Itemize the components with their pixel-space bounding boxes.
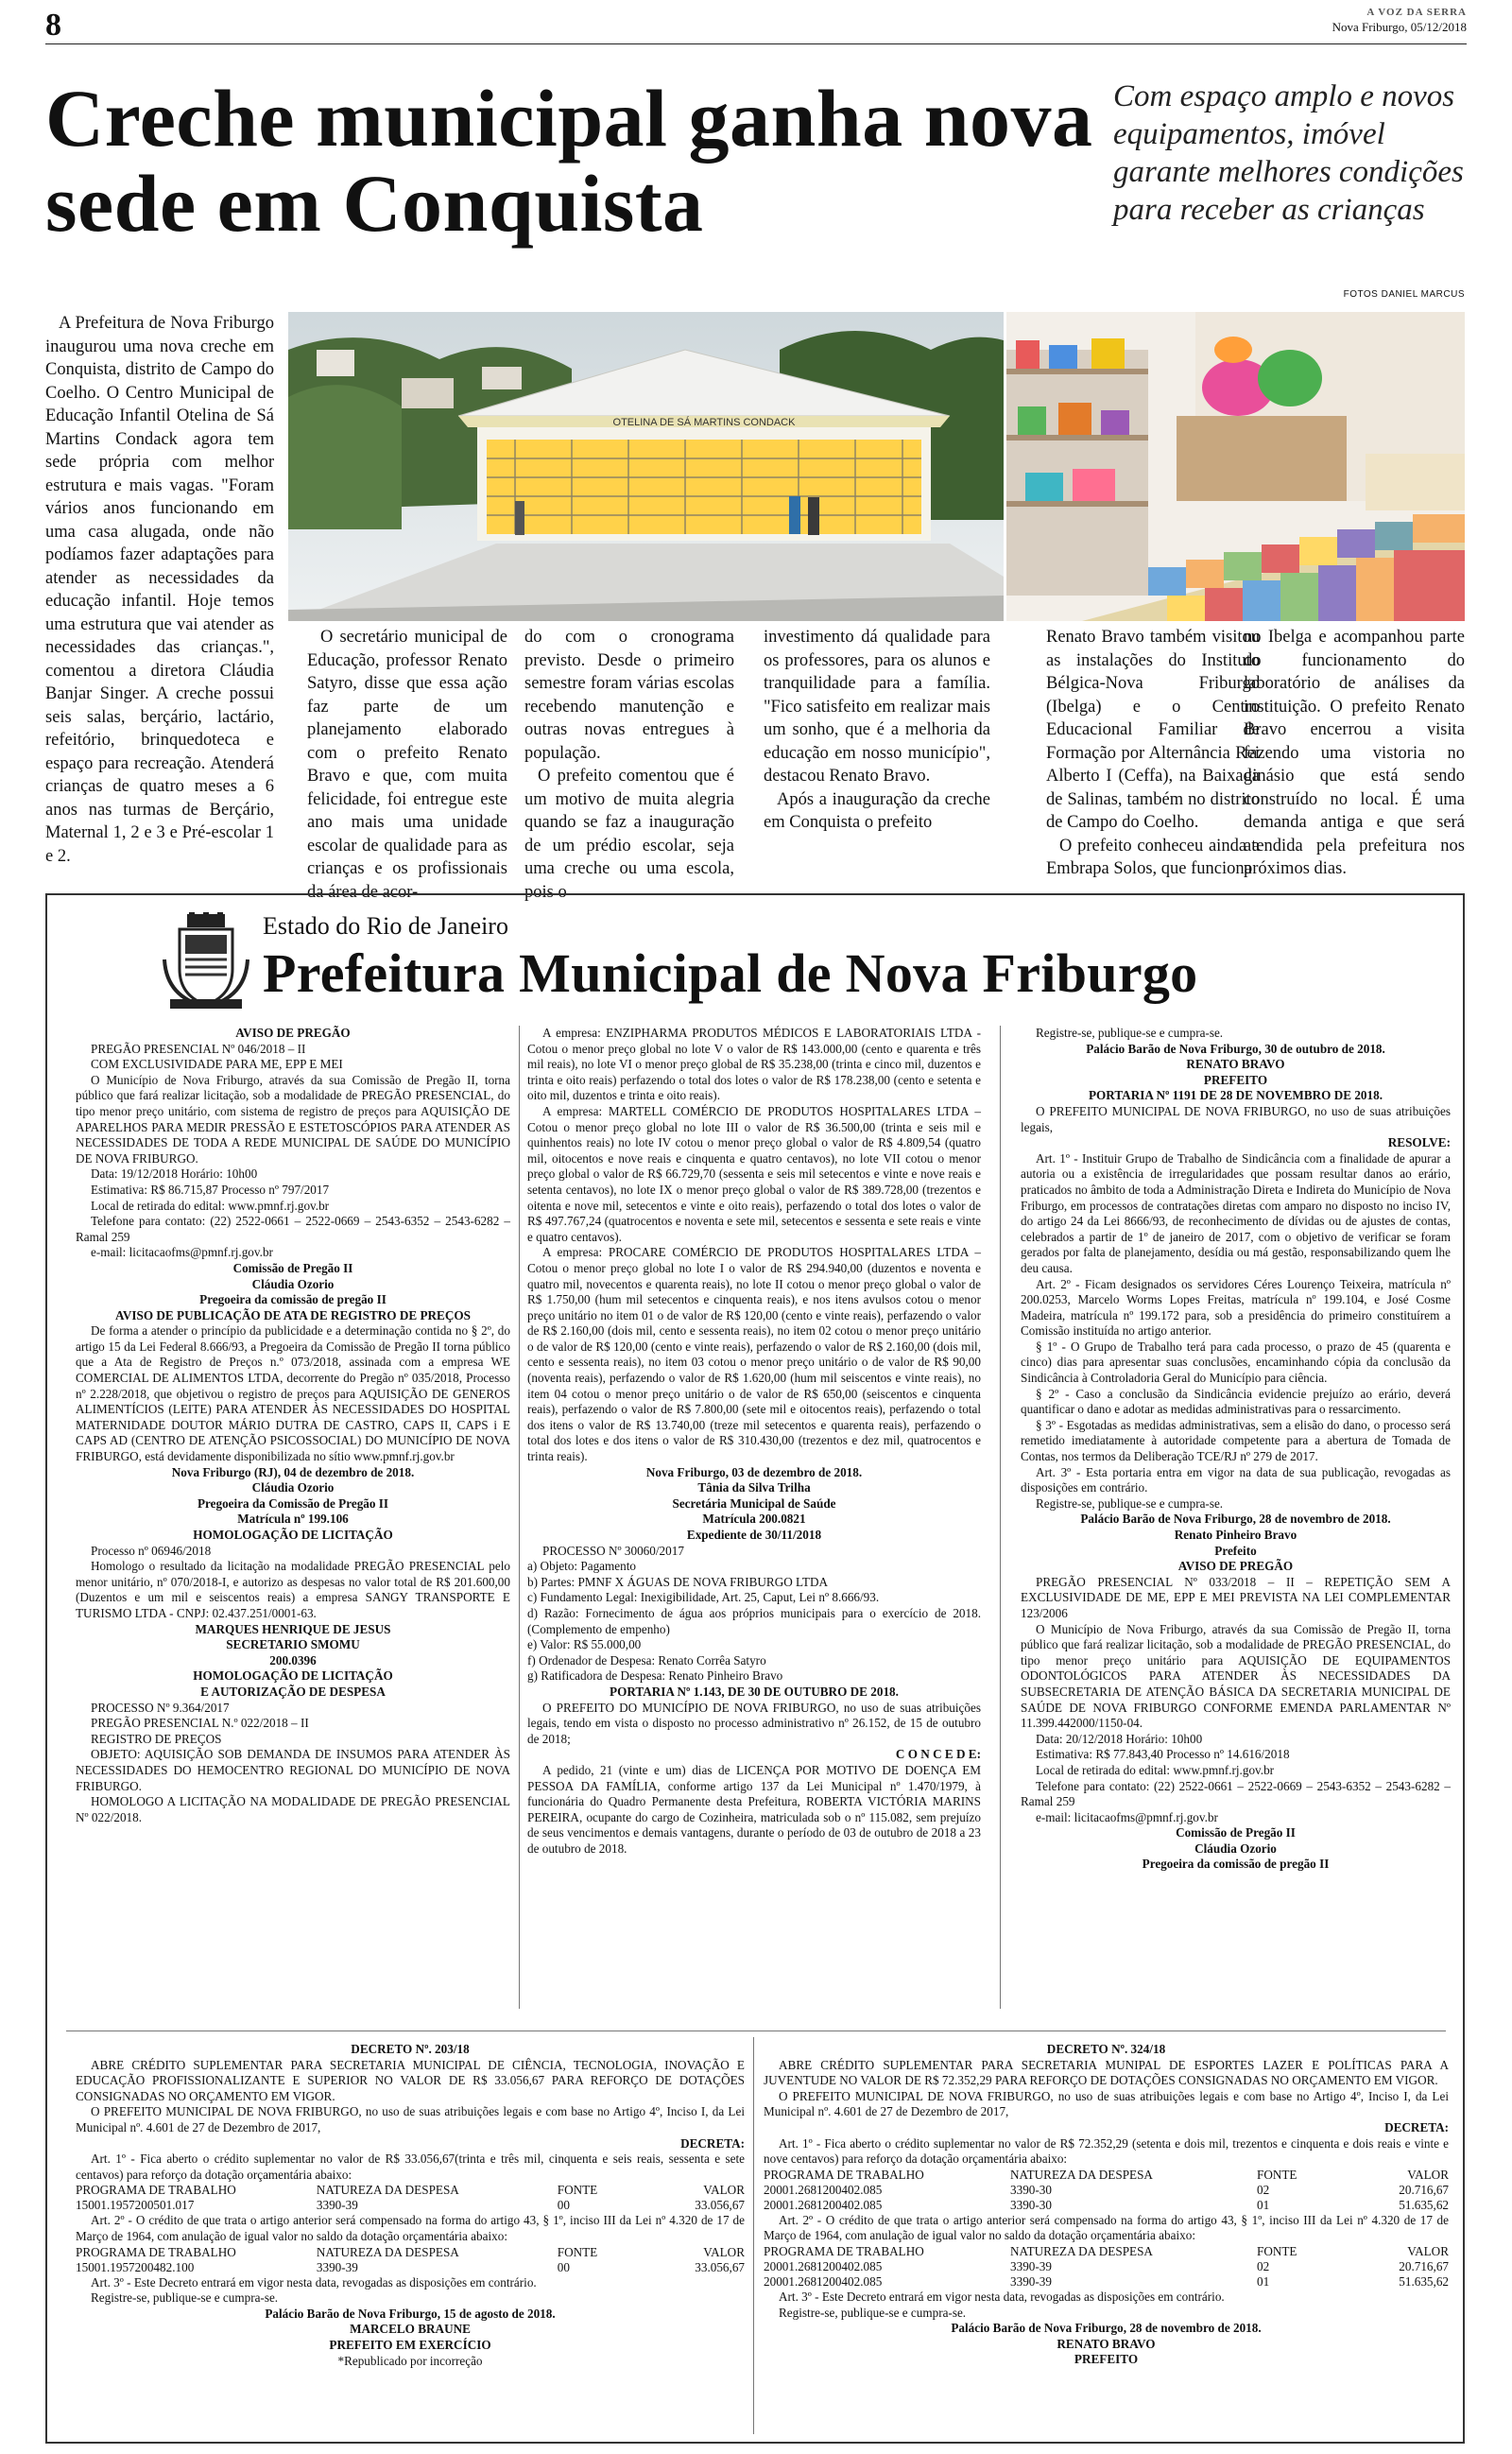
decreto-registre: Registre-se, publique-se e cumpra-se. <box>779 2305 967 2320</box>
notice-paragraph: C O N C E D E: <box>895 1747 981 1762</box>
notice-paragraph: O Município de Nova Friburgo, através da sua Comissão de Pregão II, torna público que fará realizar licitação, sob a modalidade de PREGÃO PRESENCIAL, do tipo menor preço unitário, com sistema de registro de preços para AQUISIÇÃO DE APARELHOS PARA MEDIR PRESSÃO E ESTETOSCÓPIOS PARA ATENDER AS NECESSIDADES DE TODA A REDE MUNICIPAL DE SAÚDE DO MUNICÍPIO DE NOVA FRIBURGO. <box>76 1072 510 1166</box>
notice-paragraph: Tânia da Silva Trilha <box>697 1480 811 1495</box>
photo-sign-text: OTELINA DE SÁ MARTINS CONDACK <box>612 417 796 428</box>
dateline: Nova Friburgo, 05/12/2018 <box>1332 20 1467 34</box>
decreto-signer: RENATO BRAVO <box>1057 2336 1156 2351</box>
photo-creche-building <box>288 312 1004 621</box>
notice-paragraph: O PREFEITO MUNICIPAL DE NOVA FRIBURGO, no uso de suas atribuições legais, <box>1021 1103 1451 1134</box>
notice-paragraph: Local de retirada do edital: www.pmnf.rj.gov.br <box>91 1198 330 1213</box>
notice-paragraph: PROCESSO Nº 30060/2017 <box>542 1543 684 1558</box>
budget-table <box>76 2183 745 2213</box>
article-column-3 <box>524 626 734 904</box>
notice-paragraph: g) Ratificadora de Despesa: Renato Pinheiro Bravo <box>527 1668 783 1684</box>
table-cell: 33.056,67 <box>695 2259 745 2274</box>
notice-paragraph: Art. 1º - Instituir Grupo de Trabalho de Sindicância com a finalidade de apurar a autoria ou a existência de irregularidades que possam resultar danos ao erário, praticados no âmbito de toda a Administração Direta e Indireta do Município de Nova Friburgo, em processos de contratações diretas com amparo no disposto no inciso IV, do artigo 24 da Lei 8666/93, de reconhecimento de dívidas ou de ajustes de contas, celebrados a partir de 1º de janeiro de 2017, com o objetivo de verificar se foram gerados por falta de planejamento, desídia ou má gestão, responsabilizando quem lhe deu causa. <box>1021 1150 1451 1275</box>
table-row <box>764 2274 1449 2290</box>
notice-paragraph: AVISO DE PREGÃO <box>1177 1559 1294 1574</box>
notice-paragraph: O Município de Nova Friburgo, através da sua Comissão de Pregão II, torna público que fará realizar licitação, sob a modalidade de PREGÃO PRESENCIAL, do tipo menor preço unitário para AQUISIÇÃO DE EQUIPAMENTOS ODONTOLÓGICOS PARA ATENDER ÀS NECESSIDADES DA SUBSECRETARIA DE ATENÇÃO BÁSICA DA SECRETARIA MUNICIPAL DE SAÚDE DE NOVA FRIBURGO CONFORME EMENDA PARLAMENTAR Nº 11.399.442000/1150-04. <box>1021 1621 1451 1731</box>
notice-paragraph: A pedido, 21 (vinte e um) dias de LICENÇA POR MOTIVO DE DOENÇA EM PESSOA DA FAMÍLIA, conforme artigo 137 da Lei Municipal nº 1.470/1979, à funcionária do Quadro Permanente desta Prefeitura, ROBERTA VICTÓRIA MARINS PEREIRA, ocupante do cargo de Cozinheira, matriculada sob o nº 115.082, sem prejuízo de seus vencimentos e demais vantagens, durante o período de 03 de outubro de 2018 a 23 de outubro de 2018. <box>527 1762 981 1856</box>
notice-paragraph: Palácio Barão de Nova Friburgo, 30 de outubro de 2018. <box>1086 1041 1385 1056</box>
article-column-2 <box>307 626 507 904</box>
decreto-art3: Art. 3º - Este Decreto entrará em vigor nesta data, revogadas as disposições em contrário. <box>779 2289 1225 2304</box>
decreto-decreta: DECRETA: <box>680 2135 745 2151</box>
table-cell: 20.716,67 <box>1399 2258 1449 2273</box>
notice-paragraph: Nova Friburgo (RJ), 04 de dezembro de 2018. <box>171 1464 415 1479</box>
table-header-cell: VALOR <box>1407 2243 1449 2258</box>
notice-paragraph: OBJETO: AQUISIÇÃO SOB DEMANDA DE INSUMOS PARA ATENDER ÀS NECESSIDADES DO HEMOCENTRO REGIONAL DO MUNICÍPIO DE NOVA FRIBURGO. <box>76 1747 510 1793</box>
article-column-6 <box>1244 626 1465 881</box>
decreto-art2: Art. 2º - O crédito de que trata o artigo anterior será compensado na forma do artigo 43, § 1º, inciso III da Lei nº 4.320 de 17 de Março de 1964, com anulação de igual valor no saldo da dotação orçamentária abaixo: <box>764 2212 1449 2243</box>
city-crest-icon <box>163 912 249 1011</box>
decreto-art1: Art. 1º - Fica aberto o crédito suplementar no valor de R$ 33.056,67(trinta e três mil, cinquenta e seis reais, sessenta e sete centavos) para reforço da dotação orçamentária abaixo: <box>76 2152 745 2182</box>
table-row <box>76 2198 745 2213</box>
decreto-ementa: ABRE CRÉDITO SUPLEMENTAR PARA SECRETARIA MUNIPAL DE ESPORTES LAZER E POLÍTICAS PARA A JUVENTUDE NO VALOR DE R$ 72.352,29 PARA REFORÇO DE DOTAÇÕES CONSIGNADAS NO ORÇAMENTO EM VIGOR. <box>764 2057 1449 2088</box>
notice-paragraph: e) Valor: R$ 55.000,00 <box>527 1637 642 1652</box>
notice-paragraph: Matrícula nº 199.106 <box>237 1512 349 1527</box>
photo-playroom <box>1006 312 1465 621</box>
decreto-title: DECRETO Nº. 203/18 <box>351 2042 470 2056</box>
notice-paragraph: A empresa: PROCARE COMÉRCIO DE PRODUTOS HOSPITALARES LTDA – Cotou o menor preço global no lote I o valor de R$ 294.940,00 (duzentos e noventa e quatro mil, novecentos e quarenta reais), no lote II cotou o menor preço global o valor de R$ 1.750,00 (hum mil setecentos e cinquenta reais), e nos itens avulsos cotou o menor preço unitário no item 01 o de valor de R$ 120,00 (cento e vinte reais), perfazendo o valor de R$ 2.160,00 (dois mil, cento e sessenta reais), no item 02 cotou o menor preço unitário o de valor de R$ 120,00 (cento e vinte reais), perfazendo o valor de R$ 2.160,00 (dois mil, cento e sessenta reais), no item 03 cotou o menor preço unitário o de valor de R$ 90,00 (noventa reais), perfazendo o valor de R$ 1.620,00 (hum mil seiscentos e vinte reais), no item 04 cotou o menor preço unitário o de valor de R$ 650,00 (seiscentos e cinquenta reais), perfazendo o valor de R$ 7.800,00 (sete mil e oitocentos reais), perfazendo o total dos itens o valor de R$ 13.740,00 (treze mil setecentos e quarenta reais), perfazendo o total dos lotes e dos itens o valor de R$ 310.430,00 (trezentos e dez mil, quatrocentos e trinta reais). <box>527 1245 981 1464</box>
table-cell: 01 <box>1257 2197 1270 2212</box>
notice-paragraph: a) Objeto: Pagamento <box>527 1559 636 1574</box>
table-header-cell: VALOR <box>1407 2167 1449 2182</box>
table-row <box>764 2198 1449 2213</box>
decreto-art2: Art. 2º - O crédito de que trata o artigo anterior será compensado na forma do artigo 43, § 1º, inciso III da Lei nº 4.320 de 17 de Março de 1964, com anulação de igual valor no saldo da dotação orçamentária abaixo: <box>76 2213 745 2243</box>
notice-paragraph: Cláudia Ozorio <box>1194 1840 1277 1856</box>
table-cell: 01 <box>1257 2273 1270 2289</box>
article-paragraph: O prefeito conheceu ainda a Embrapa Solos, que funciona <box>1046 836 1260 878</box>
notice-paragraph: MARQUES HENRIQUE DE JESUS <box>195 1621 391 1636</box>
table-header-cell: PROGRAMA DE TRABALHO <box>764 2167 924 2182</box>
decreto-ementa: ABRE CRÉDITO SUPLEMENTAR PARA SECRETARIA MUNICIPAL DE CIÊNCIA, TECNOLOGIA, INOVAÇÃO E EDUCAÇÃO PROFISSIONALIZANTE E SUPERIOR NO VALOR DE R$ 33.056,67 PARA REFORÇO DE DOTAÇÕES CONSIGNADAS NO ORÇAMENTO EM VIGOR. <box>76 2057 745 2103</box>
subheadline: Com espaço amplo e novos equipamentos, imóvel garante melhores condições para receber as crianças <box>1113 79 1464 227</box>
column-divider <box>519 1026 520 2009</box>
budget-table <box>76 2245 745 2275</box>
notice-paragraph: Registre-se, publique-se e cumpra-se. <box>1036 1495 1224 1511</box>
notice-paragraph: Comissão de Pregão II <box>1176 1825 1296 1840</box>
article-paragraph: do com o cronograma previsto. Desde o primeiro semestre foram várias escolas recebendo manutenção e outras novas entregues à população. <box>524 628 734 763</box>
notice-title: Prefeitura Municipal de Nova Friburgo <box>263 942 1198 1004</box>
table-cell: 20.716,67 <box>1399 2182 1449 2197</box>
table-header-cell: PROGRAMA DE TRABALHO <box>76 2183 236 2198</box>
notice-paragraph: Telefone para contato: (22) 2522-0661 – 2522-0669 – 2543-6352 – 2543-6282 – Ramal 259 <box>76 1214 510 1244</box>
table-header-cell: NATUREZA DA DESPESA <box>316 2244 459 2259</box>
notice-paragraph: Prefeito <box>1214 1543 1257 1558</box>
header-rule <box>45 43 1467 44</box>
table-cell: 15001.1957200501.017 <box>76 2198 195 2213</box>
notice-paragraph: De forma a atender o princípio da publicidade e a determinação contida no § 2º, do artigo 15 da Lei Federal 8.666/93, a Pregoeira da Comissão de Pregão II torna público que a Ata de Registro de Preços n.º 073/2018, assinada com a empresa WE COMERCIAL DE ALIMENTOS LTDA, decorrente do Pregão nº 035/2018, Processo nº 2.228/2018, que objetivou o registro de preços para AQUISIÇÃO DE GENEROS ALIMENTÍCIOS (LEITE) PARA ATENDER ÀS NECESSIDADES DO HOSPITAL MATERNIDADE DOUTOR MÁRIO DUTRA DE CASTRO, CAPS II, CAPS i E CAPS AD (CENTRO DE ATENÇÃO PSICOSSOCIAL) DO MUNICÍPIO DE NOVA FRIBURGO, está devidamente disponibilizada no sítio www.pmnf.rj.gov.br <box>76 1323 510 1464</box>
notice-paragraph: PROCESSO Nº 9.364/2017 <box>91 1700 230 1715</box>
article-paragraph: Após a inauguração da creche em Conquista o prefeito <box>764 789 990 832</box>
decreto-signer: MARCELO BRAUNE <box>350 2322 471 2337</box>
notice-paragraph: A empresa: ENZIPHARMA PRODUTOS MÉDICOS E LABORATORIAIS LTDA - Cotou o menor preço global no lote V o valor de R$ 143.000,00 (cento e quarenta e três mil reais), no lote VI o menor preço global de R$ 35.238,00 (trinta e cinco mil, duzentos e trinta e oito reais) perfazendo o total dos lotes o valor de R$ 178.238,00 (cento e setenta e oito mil, duzentos e trinta e oito reais). <box>527 1026 981 1103</box>
notice-paragraph: c) Fundamento Legal: Inexigibilidade, Art. 25, Caput, Lei nº 8.666/93. <box>527 1590 880 1605</box>
notice-paragraph: PREFEITO <box>1203 1072 1268 1087</box>
notice-paragraph: Matrícula 200.0821 <box>702 1512 806 1527</box>
notice-column-middle <box>527 1026 981 1857</box>
notice-paragraph: HOMOLOGO A LICITAÇÃO NA MODALIDADE DE PREGÃO PRESENCIAL Nº 022/2018. <box>76 1794 510 1824</box>
notice-paragraph: Comissão de Pregão II <box>232 1260 353 1275</box>
photo-credit: FOTOS DANIEL MARCUS <box>1343 289 1465 300</box>
table-header-cell: NATUREZA DA DESPESA <box>1010 2167 1153 2182</box>
table-cell: 3390-30 <box>1010 2182 1052 2197</box>
table-row <box>76 2260 745 2275</box>
table-cell: 00 <box>557 2259 570 2274</box>
decreto-preamble: O PREFEITO MUNICIPAL DE NOVA FRIBURGO, no uso de suas atribuições legais e com base no Artigo 4º, Inciso I, da Lei Municipal nº. 4.601 de 27 de Dezembro de 2017, <box>76 2104 745 2134</box>
notice-paragraph: Renato Pinheiro Bravo <box>1174 1528 1297 1542</box>
decreto-art3: Art. 3º - Este Decreto entrará em vigor nesta data, revogadas as disposições em contrário. <box>91 2274 537 2290</box>
table-header-cell: FONTE <box>1257 2243 1297 2258</box>
decreto-art1: Art. 1º - Fica aberto o crédito suplementar no valor de R$ 72.352,29 (setenta e dois mil, trezentos e cinquenta e dois reais e vinte e nove centavos) para reforço da dotação orçamentária abaixo: <box>764 2135 1449 2167</box>
notice-paragraph: PORTARIA Nº 1191 DE 28 DE NOVEMBRO DE 2018. <box>1088 1088 1383 1103</box>
notice-paragraph: AVISO DE PUBLICAÇÃO DE ATA DE REGISTRO DE PREÇOS <box>115 1307 471 1322</box>
notice-paragraph: Telefone para contato: (22) 2522-0661 – 2522-0669 – 2543-6352 – 2543-6282 – Ramal 259 <box>1021 1778 1451 1809</box>
notice-paragraph: 200.0396 <box>269 1652 317 1668</box>
table-cell: 3390-39 <box>316 2259 358 2274</box>
table-header-cell: PROGRAMA DE TRABALHO <box>76 2244 236 2259</box>
table-cell: 20001.2681200402.085 <box>764 2197 883 2212</box>
notice-paragraph: Cláudia Ozorio <box>251 1480 335 1495</box>
table-cell: 51.635,62 <box>1399 2273 1449 2289</box>
article-paragraph: no Ibelga e acompanhou parte do funcionamento do laboratório de análises da instituição. O prefeito Renato Bravo encerrou a visita fazendo uma vistoria no ginásio que está sendo construído no local. É uma demanda antiga e que será atendida pela prefeitura nos próximos dias. <box>1244 628 1465 878</box>
budget-table <box>764 2244 1449 2290</box>
article-paragraph: O secretário municipal de Educação, professor Renato Satyro, disse que essa ação faz parte de um planejamento elaborado com o prefeito Renato Bravo e que, com muita felicidade, foi entregue este ano mais uma unidade escolar de qualidade para as crianças e os profissionais da área de acor- <box>307 628 507 902</box>
notice-paragraph: E AUTORIZAÇÃO DE DESPESA <box>200 1684 386 1699</box>
notice-paragraph: Data: 20/12/2018 Horário: 10h00 <box>1036 1731 1203 1746</box>
notice-paragraph: Data: 19/12/2018 Horário: 10h00 <box>91 1167 258 1182</box>
notice-paragraph: PREGÃO PRESENCIAL N.º 022/2018 – II <box>91 1716 309 1731</box>
notice-paragraph: § 3º - Esgotadas as medidas administrativas, sem a elisão do dano, o processo será remetido imediatamente à autoridade competente para a abertura de Tomada de Contas, nos termos da Deliberação TCE/RJ nº 279 de 2017. <box>1021 1417 1451 1464</box>
notice-paragraph: Pregoeira da comissão de pregão II <box>199 1292 387 1307</box>
notice-paragraph: § 1º - O Grupo de Trabalho terá para cada processo, o prazo de 45 (quarenta e cinco) dias para apresentar suas conclusões, encaminhando cópia da conclusão da Sindicância à Controladoria Geral do Município para ciência. <box>1021 1339 1451 1386</box>
table-cell: 3390-39 <box>1010 2258 1052 2273</box>
table-cell: 15001.1957200482.100 <box>76 2259 195 2274</box>
table-header-row <box>764 2168 1449 2183</box>
notice-paragraph: HOMOLOGAÇÃO DE LICITAÇÃO <box>193 1668 393 1684</box>
page-number: 8 <box>45 8 61 43</box>
article-column-1 <box>45 312 274 868</box>
table-header-cell: VALOR <box>703 2183 745 2198</box>
table-header-row <box>76 2183 745 2198</box>
decreto-signer-role: PREFEITO EM EXERCÍCIO <box>329 2337 491 2352</box>
table-cell: 3390-39 <box>1010 2273 1052 2289</box>
table-row <box>764 2183 1449 2198</box>
notice-paragraph: RESOLVE: <box>1387 1135 1451 1150</box>
notice-paragraph: Estimativa: R$ 86.715,87 Processo nº 797/2017 <box>91 1182 330 1197</box>
table-header-cell: NATUREZA DA DESPESA <box>1010 2243 1153 2258</box>
notice-paragraph: Pregoeira da comissão de pregão II <box>1142 1857 1330 1872</box>
notice-paragraph: A empresa: MARTELL COMÉRCIO DE PRODUTOS HOSPITALARES LTDA – Cotou o menor preço global no lote III o valor de R$ 36.500,00 (trinta e seis mil e quinhentos reais) no lote IV cotou o menor preço global o valor de R$ 4.809,54 (quatro mil, oitocentos e nove reais e cinquenta e quatro centavos), no lote VII cotou o menor preço global o valor de R$ 66.729,70 (sessenta e seis mil setecentos e vinte e nove reais e setenta centavos), no lote IX o menor preço global o valor de R$ 389.728,00 (trezentos e oitenta e nove mil, setecentos e vinte e oito reais), perfazendo o total dos lotes o valor de R$ 497.767,24 (quatrocentos e noventa e sete mil, setecentos e sessenta e sete reais e vinte e quatro centavos). <box>527 1103 981 1244</box>
publication-name: A VOZ DA SERRA <box>1366 7 1467 18</box>
table-cell: 20001.2681200402.085 <box>764 2258 883 2273</box>
table-header-cell: VALOR <box>703 2244 745 2259</box>
notice-paragraph: PREGÃO PRESENCIAL Nº 046/2018 – II <box>91 1041 306 1056</box>
notice-paragraph: Cláudia Ozorio <box>251 1276 335 1291</box>
notice-paragraph: b) Partes: PMNF X ÁGUAS DE NOVA FRIBURGO LTDA <box>527 1574 828 1589</box>
table-row <box>764 2259 1449 2274</box>
decreto-note: *Republicado por incorreção <box>337 2353 483 2368</box>
notice-paragraph: Art. 3º - Esta portaria entra em vigor na data de sua publicação, revogadas as disposições em contrário. <box>1021 1464 1451 1495</box>
table-header-row <box>76 2245 745 2260</box>
article-paragraph: O prefeito comentou que é um motivo de muita alegria quando se faz a inauguração de um prédio escolar, seja uma creche ou uma escola, pois o <box>524 767 734 902</box>
notice-paragraph: O PREFEITO DO MUNICÍPIO DE NOVA FRIBURGO, no uso de suas atribuições legais, tendo em vista o disposto no processo administrativo nº 26.152, de 15 de outubro de 2018; <box>527 1700 981 1746</box>
table-cell: 3390-39 <box>316 2198 358 2213</box>
notice-column-left <box>76 1026 510 1825</box>
article-paragraph: Renato Bravo também visitou as instalações do Instituto Bélgica-Nova Friburgo (Ibelga) e o Centro Educacional Familiar de Formação por Alternância Rei Alberto I (Ceffa), na Baixada de Salinas, também no distrito de Campo do Coelho. <box>1046 628 1260 832</box>
notice-paragraph: Local de retirada do edital: www.pmnf.rj.gov.br <box>1036 1762 1275 1777</box>
article-column-4 <box>764 626 990 835</box>
notice-paragraph: Estimativa: R$ 77.843,40 Processo nº 14.616/2018 <box>1036 1747 1290 1762</box>
notice-paragraph: Palácio Barão de Nova Friburgo, 28 de novembro de 2018. <box>1080 1512 1391 1527</box>
notice-paragraph: HOMOLOGAÇÃO DE LICITAÇÃO <box>193 1528 393 1542</box>
table-header-cell: PROGRAMA DE TRABALHO <box>764 2243 924 2258</box>
decreto-preamble: O PREFEITO MUNICIPAL DE NOVA FRIBURGO, no uso de suas atribuições legais e com base no Artigo 4º, Inciso I, da Lei Municipal nº. 4.601 de 27 de Dezembro de 2017, <box>764 2088 1449 2119</box>
table-cell: 20001.2681200402.085 <box>764 2182 883 2197</box>
notice-paragraph: SECRETARIO SMOMU <box>226 1637 360 1652</box>
article-column-5 <box>1046 626 1260 881</box>
decreto-324 <box>764 2042 1449 2368</box>
masthead <box>1332 6 1467 34</box>
notice-paragraph: Secretária Municipal de Saúde <box>672 1495 836 1511</box>
notice-paragraph: COM EXCLUSIVIDADE PARA ME, EPP E MEI <box>91 1057 343 1072</box>
table-header-cell: NATUREZA DA DESPESA <box>316 2183 459 2198</box>
table-cell: 33.056,67 <box>695 2198 745 2213</box>
table-cell: 02 <box>1257 2258 1270 2273</box>
notice-paragraph: Registre-se, publique-se e cumpra-se. <box>1036 1026 1224 1040</box>
table-header-cell: FONTE <box>1257 2167 1297 2182</box>
table-cell: 02 <box>1257 2182 1270 2197</box>
notice-column-right <box>1021 1026 1451 1873</box>
decreto-signer-role: PREFEITO <box>1074 2352 1139 2367</box>
column-divider <box>753 2037 754 2434</box>
notice-paragraph: Expediente de 30/11/2018 <box>686 1528 822 1542</box>
notice-paragraph: § 2º - Caso a conclusão da Sindicância evidencie prejuízo ao erário, deverá quantificar o dano e adotar as medidas administrativas para o ressarcimento. <box>1021 1386 1451 1417</box>
notice-paragraph: d) Razão: Fornecimento de água aos próprios municipais para o exercício de 2018. (Complemento de empenho) <box>527 1605 981 1636</box>
table-cell: 20001.2681200402.085 <box>764 2273 883 2289</box>
notice-paragraph: e-mail: licitacaofms@pmnf.rj.gov.br <box>91 1245 273 1260</box>
article-paragraph: investimento dá qualidade para os professores, para os alunos e tranquilidade para a família. "Fico satisfeito em realizar mais um sonho, que é a melhoria da educação em nosso município", destacou Renato Bravo. <box>764 628 990 786</box>
column-divider <box>1000 1026 1001 2009</box>
table-header-row <box>764 2244 1449 2259</box>
notice-paragraph: Processo nº 06946/2018 <box>91 1543 212 1558</box>
notice-state: Estado do Rio de Janeiro <box>263 912 508 940</box>
notice-paragraph: Art. 2º - Ficam designados os servidores Céres Lourenço Teixeira, matrícula nº 200.0253, Marcelo Worms Lopes Freitas, matrícula nº 199.104, e José Cosme Madeira, matrícula nº 199.172 para, sob a presidência do primeiro constituírem a Comissão instituída no artigo anterior. <box>1021 1276 1451 1339</box>
decreto-title: DECRETO Nº. 324/18 <box>1046 2042 1166 2056</box>
notice-paragraph: f) Ordenador de Despesa: Renato Corrêa Satyro <box>527 1652 766 1668</box>
table-cell: 51.635,62 <box>1399 2197 1449 2212</box>
table-header-cell: FONTE <box>557 2244 598 2259</box>
decreto-signature-place: Palácio Barão de Nova Friburgo, 28 de novembro de 2018. <box>951 2321 1262 2336</box>
notice-paragraph: Pregoeira da Comissão de Pregão II <box>197 1495 389 1511</box>
notice-paragraph: e-mail: licitacaofms@pmnf.rj.gov.br <box>1036 1809 1218 1824</box>
notice-paragraph: AVISO DE PREGÃO <box>235 1026 351 1040</box>
table-cell: 3390-30 <box>1010 2197 1052 2212</box>
decreto-203 <box>76 2042 745 2369</box>
notice-paragraph: Nova Friburgo, 03 de dezembro de 2018. <box>645 1464 863 1479</box>
article-paragraph: A Prefeitura de Nova Friburgo inaugurou uma nova creche em Conquista, distrito de Campo do Coelho. O Centro Municipal de Educação Infantil Otelina de Sá Martins Condack agora tem sede própria com melhor estrutura e mais vagas. "Foram vários anos funcionando em uma casa alugada, onde não podíamos fazer adaptações para atender as necessidades da educação infantil. Hoje temos uma estrutura que vai atender as necessidades das crianças.", comentou a diretora Cláudia Banjar Singer. A creche possui seis salas, berçário, lactário, refeitório, brinquedoteca e espaço para recreação. Atenderá crianças de quatro meses a 6 anos nas turmas de Berçário, Maternal 1, 2 e 3 e Pré-escolar 1 e 2. <box>45 314 274 866</box>
budget-table <box>764 2168 1449 2213</box>
notice-paragraph: PORTARIA Nº 1.143, DE 30 DE OUTUBRO DE 2018. <box>610 1684 899 1699</box>
decreto-decreta: DECRETA: <box>1384 2119 1449 2134</box>
notice-paragraph: REGISTRO DE PREÇOS <box>91 1731 222 1746</box>
decreto-signature-place: Palácio Barão de Nova Friburgo, 15 de agosto de 2018. <box>265 2306 556 2321</box>
headline: Creche municipal ganha nova sede em Conquista <box>45 73 1093 249</box>
decreto-registre: Registre-se, publique-se e cumpra-se. <box>91 2290 279 2306</box>
notice-paragraph: PREGÃO PRESENCIAL Nº 033/2018 – II – REPETIÇÃO SEM A EXCLUSIVIDADE DE ME, EPP E MEI PREVISTA NA LEI COMPLEMENTAR 123/2006 <box>1021 1574 1451 1620</box>
table-cell: 00 <box>557 2198 570 2213</box>
table-header-cell: FONTE <box>557 2183 598 2198</box>
notice-paragraph: Homologo o resultado da licitação na modalidade PREGÃO PRESENCIAL pelo menor unitário, nº 070/2018-I, e autorizo as despesas no valor total de R$ 201.600,00 (Duzentos e um mil e seiscentos reais) a empresa SANGY TRANSPORTE E TURISMO LTDA - CNPJ: 02.437.251/0001-63. <box>76 1559 510 1620</box>
notice-paragraph: RENATO BRAVO <box>1186 1057 1285 1072</box>
